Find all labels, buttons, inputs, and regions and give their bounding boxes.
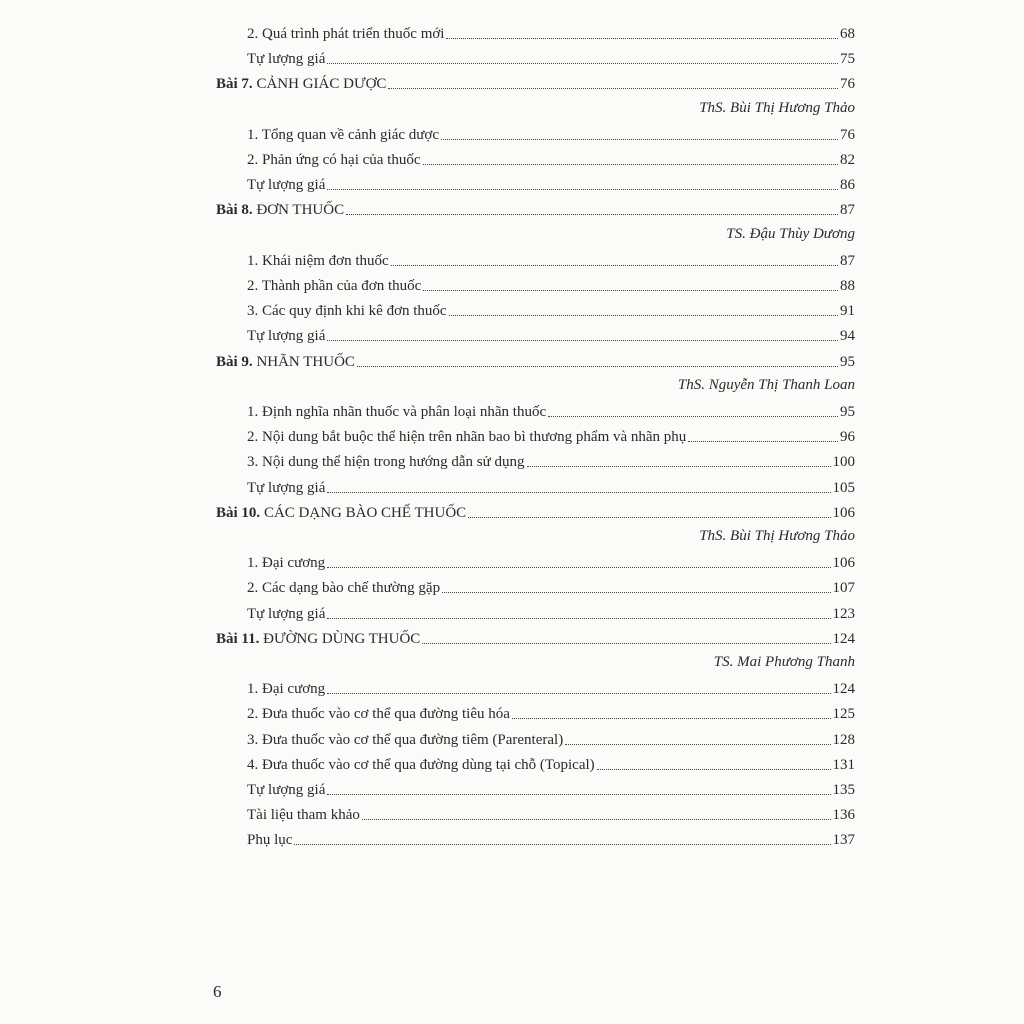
toc-entry-title: 2. Các dạng bào chế thường gặp — [247, 580, 441, 596]
chapter-title: CÁC DẠNG BÀO CHẾ THUỐC — [263, 505, 467, 521]
toc-page-number: 91 — [840, 303, 855, 319]
dot-leader — [327, 339, 838, 341]
toc-page-number: 76 — [840, 76, 855, 92]
toc-entry-title: Tự lượng giá — [247, 782, 326, 798]
toc-entry-row — [247, 450, 855, 470]
toc-chapter-row — [216, 72, 855, 92]
toc-entry-row — [247, 828, 855, 848]
dot-leader — [388, 87, 838, 89]
chapter-heading — [216, 631, 420, 647]
toc-entry-title: 1. Đại cương — [247, 681, 326, 697]
toc-chapter-row — [216, 501, 855, 521]
toc-page-number: 87 — [840, 253, 855, 269]
dot-leader — [423, 289, 838, 291]
dot-leader — [512, 717, 831, 719]
chapter-number: Bài 10. — [216, 505, 261, 521]
toc-entry-row — [247, 576, 855, 596]
toc-chapter-row — [216, 627, 855, 647]
toc-page-number: 106 — [832, 555, 855, 571]
toc-page-number: 106 — [832, 505, 855, 521]
toc-entry-row — [247, 123, 855, 143]
dot-leader — [327, 62, 838, 64]
toc-entry-row — [247, 602, 855, 622]
toc-page-number: 135 — [832, 782, 855, 798]
toc-page-number: 131 — [832, 757, 855, 773]
chapter-author: ThS. Bùi Thị Hương Thảo — [699, 100, 855, 116]
toc-entry-title: 1. Định nghĩa nhãn thuốc và phân loại nhãn thuốc — [247, 404, 547, 420]
toc-entry-title: 2. Đưa thuốc vào cơ thể qua đường tiêu hóa — [247, 706, 510, 722]
chapter-number: Bài 9. — [216, 354, 253, 370]
toc-entry-row — [247, 425, 855, 445]
dot-leader — [327, 566, 830, 568]
toc-entry-row — [247, 702, 855, 722]
dot-leader — [442, 591, 830, 593]
toc-page-number: 75 — [840, 51, 855, 67]
toc-page-number: 124 — [832, 681, 855, 697]
dot-leader — [327, 617, 830, 619]
toc-entry-row — [247, 400, 855, 420]
toc-entry-title: 2. Quá trình phát triển thuốc mới — [247, 26, 445, 42]
chapter-title: ĐƠN THUỐC — [256, 202, 345, 218]
toc-page-number: 82 — [840, 152, 855, 168]
dot-leader — [423, 163, 838, 165]
dot-leader — [441, 138, 838, 140]
toc-page-number: 88 — [840, 278, 855, 294]
toc-entry-title: Tự lượng giá — [247, 51, 326, 67]
toc-page-number: 136 — [832, 807, 855, 823]
chapter-number: Bài 7. — [216, 76, 253, 92]
toc-page-number: 95 — [840, 404, 855, 420]
dot-leader — [468, 516, 830, 518]
dot-leader — [527, 465, 831, 467]
toc-entry-title: Tự lượng giá — [247, 328, 326, 344]
dot-leader — [597, 768, 831, 770]
toc-page-number: 107 — [832, 580, 855, 596]
toc-entry-title: 1. Tổng quan về cảnh giác dược — [247, 127, 439, 143]
toc-entry-row — [247, 173, 855, 193]
chapter-number: Bài 8. — [216, 202, 253, 218]
dot-leader — [327, 793, 830, 795]
dot-leader — [391, 264, 838, 266]
dot-leader — [346, 213, 838, 215]
toc-entry-title: 1. Đại cương — [247, 555, 326, 571]
chapter-heading — [216, 76, 386, 92]
toc-entry-row — [247, 677, 855, 697]
toc-entry-row — [247, 778, 855, 798]
chapter-heading — [216, 202, 344, 218]
toc-entry-title: Phụ lục — [247, 832, 293, 848]
toc-page-number: 94 — [840, 328, 855, 344]
toc-entry-title: 4. Đưa thuốc vào cơ thể qua đường dùng tại chỗ (Topical) — [247, 757, 595, 773]
toc-page-number: 87 — [840, 202, 855, 218]
toc-page-number: 105 — [832, 480, 855, 496]
toc-entry-row — [247, 324, 855, 344]
chapter-heading — [216, 505, 466, 521]
toc-entry-title: Tự lượng giá — [247, 606, 326, 622]
toc-entry-row — [247, 728, 855, 748]
toc-page-number: 95 — [840, 354, 855, 370]
toc-page-number: 100 — [832, 454, 855, 470]
dot-leader — [327, 491, 830, 493]
toc-entry-title: 1. Khái niệm đơn thuốc — [247, 253, 389, 269]
toc-page-number: 137 — [832, 832, 855, 848]
toc-entry-row — [247, 476, 855, 496]
toc-page-number: 125 — [832, 706, 855, 722]
toc-entry-row — [247, 22, 855, 42]
dot-leader — [422, 642, 830, 644]
toc-entry-row — [247, 753, 855, 773]
dot-leader — [565, 743, 830, 745]
chapter-author: TS. Đậu Thùy Dương — [726, 226, 855, 242]
toc-entry-title: Tài liệu tham khảo — [247, 807, 360, 823]
toc-entry-row — [247, 274, 855, 294]
chapter-title: NHÃN THUỐC — [256, 354, 355, 370]
chapter-author: ThS. Bùi Thị Hương Thảo — [699, 528, 855, 544]
dot-leader — [294, 843, 830, 845]
chapter-title: ĐƯỜNG DÙNG THUỐC — [263, 631, 421, 647]
toc-entry-title: 2. Nội dung bắt buộc thể hiện trên nhãn bao bì thương phẩm và nhãn phụ — [247, 429, 687, 445]
dot-leader — [446, 37, 838, 39]
toc-page-number: 124 — [832, 631, 855, 647]
toc-chapter-row — [216, 350, 855, 370]
toc-entry-title: Tự lượng giá — [247, 177, 326, 193]
toc-entry-row — [247, 299, 855, 319]
toc-page-number: 128 — [832, 732, 855, 748]
toc-page-number: 86 — [840, 177, 855, 193]
toc-page-number: 76 — [840, 127, 855, 143]
chapter-heading — [216, 354, 355, 370]
toc-entry-row — [247, 803, 855, 823]
toc-chapter-row — [216, 198, 855, 218]
chapter-number: Bài 11. — [216, 631, 260, 647]
toc-page-number: 96 — [840, 429, 855, 445]
dot-leader — [449, 314, 838, 316]
dot-leader — [357, 365, 838, 367]
dot-leader — [688, 440, 838, 442]
dot-leader — [327, 188, 838, 190]
toc-entry-row — [247, 47, 855, 67]
toc-page-number: 68 — [840, 26, 855, 42]
page-number: 6 — [213, 982, 222, 1001]
toc-entry-title: 3. Các quy định khi kê đơn thuốc — [247, 303, 447, 319]
chapter-author: ThS. Nguyễn Thị Thanh Loan — [677, 377, 855, 393]
toc-entry-title: 2. Phản ứng có hại của thuốc — [247, 152, 421, 168]
dot-leader — [327, 692, 830, 694]
toc-page-number: 123 — [832, 606, 855, 622]
chapter-title: CẢNH GIÁC DƯỢC — [256, 76, 387, 92]
toc-entry-title: 3. Đưa thuốc vào cơ thể qua đường tiêm (Parenteral) — [247, 732, 564, 748]
toc-entry-row — [247, 249, 855, 269]
toc-entry-row — [247, 148, 855, 168]
chapter-author: TS. Mai Phương Thanh — [713, 654, 855, 670]
dot-leader — [362, 818, 831, 820]
toc-entry-row — [247, 551, 855, 571]
toc-entry-title: 3. Nội dung thể hiện trong hướng dẫn sử dụng — [247, 454, 525, 470]
dot-leader — [548, 415, 838, 417]
toc-entry-title: Tự lượng giá — [247, 480, 326, 496]
toc-entry-title: 2. Thành phần của đơn thuốc — [247, 278, 422, 294]
